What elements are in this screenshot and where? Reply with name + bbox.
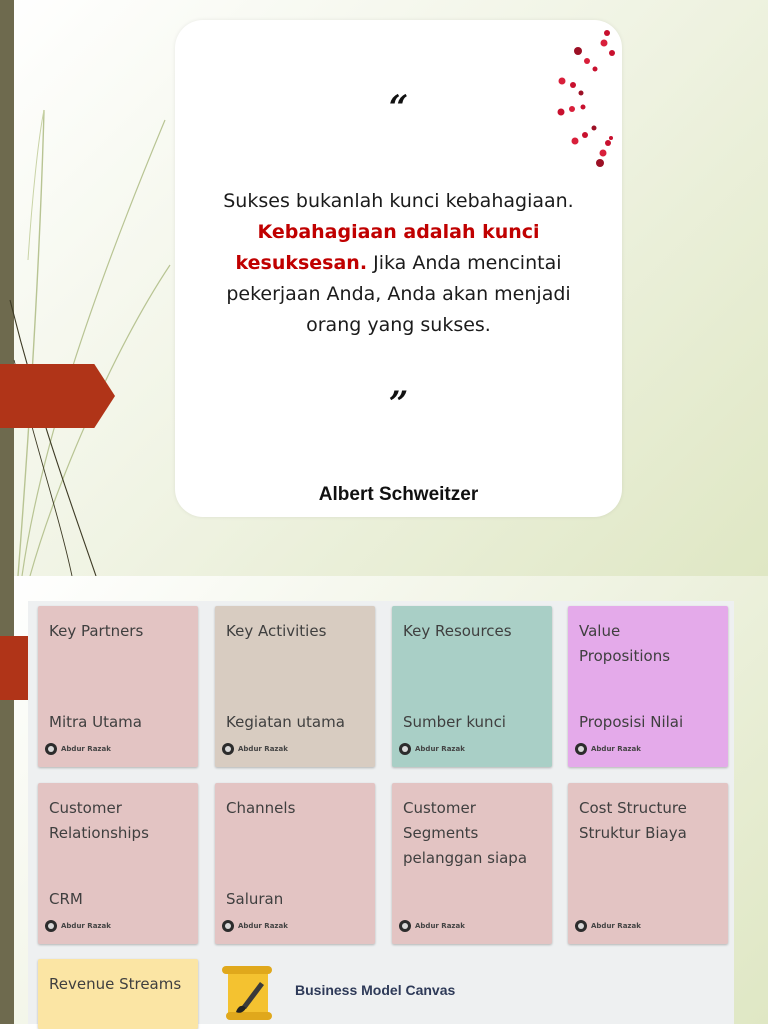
author-name: Abdur Razak [61,922,111,930]
note-author [45,920,111,932]
note-subtitle: Mitra Utama [49,713,142,731]
avatar [45,920,57,932]
note-subtitle: CRM [49,890,83,908]
note-customer-relationships[interactable] [38,783,198,944]
author-name: Abdur Razak [238,745,288,753]
decorative-lines [0,0,180,576]
avatar [45,743,57,755]
author-name: Abdur Razak [61,745,111,753]
note-title: Key Partners [49,622,144,640]
scroll-brush-icon [216,962,278,1024]
quote-text [223,186,574,341]
arrow-tab [0,364,115,428]
note-key-resources[interactable] [392,606,552,767]
note-key-activities[interactable] [215,606,375,767]
note-subtitle: Proposisi Nilai [579,713,684,731]
avatar [575,920,587,932]
note-author [575,920,641,932]
author-name: Abdur Razak [415,745,465,753]
note-author [222,920,288,932]
note-subtitle: Saluran [226,890,284,908]
quote-text-part1: Sukses bukanlah kunci kebahagiaan. [223,190,574,212]
open-quote-mark: “ [388,88,409,128]
note-title: Value Propositions [579,622,671,665]
note-title: Key Resources [403,622,512,640]
note-channels[interactable] [215,783,375,944]
note-title: Cost Structure Struktur Biaya [579,799,687,842]
red-dots-decoration [545,25,620,170]
note-subtitle: Sumber kunci [403,713,506,731]
note-author [222,743,288,755]
avatar [399,920,411,932]
quote-author: Albert Schweitzer [318,484,479,505]
note-subtitle: Kegiatan utama [226,713,345,731]
author-name: Abdur Razak [591,745,641,753]
author-name: Abdur Razak [591,922,641,930]
avatar [575,743,587,755]
note-customer-segments[interactable] [392,783,552,944]
quote-text-part2: Jika Anda mencintai pekerjaan Anda, Anda akan menjadi orang yang sukses. [226,252,571,336]
note-title: Customer Relationships [49,799,149,842]
note-value-propositions[interactable] [568,606,728,767]
note-cost-structure[interactable] [568,783,728,944]
note-author [575,743,641,755]
avatar [222,920,234,932]
quote-text-highlight: Kebahagiaan adalah kunci kesuksesan. [235,221,540,274]
author-name: Abdur Razak [238,922,288,930]
note-title: Revenue Streams [49,975,182,993]
close-quote-mark: ” [388,384,409,424]
note-title: Key Activities [226,622,327,640]
note-author [45,743,111,755]
note-author [399,743,465,755]
avatar [399,743,411,755]
note-author [399,920,465,932]
note-title: Customer Segments pelanggan siapa [403,799,528,867]
avatar [222,743,234,755]
note-revenue-streams[interactable] [38,959,198,1029]
author-name: Abdur Razak [415,922,465,930]
note-key-partners[interactable] [38,606,198,767]
canvas-title: Business Model Canvas [295,982,456,998]
note-title: Channels [226,799,296,817]
